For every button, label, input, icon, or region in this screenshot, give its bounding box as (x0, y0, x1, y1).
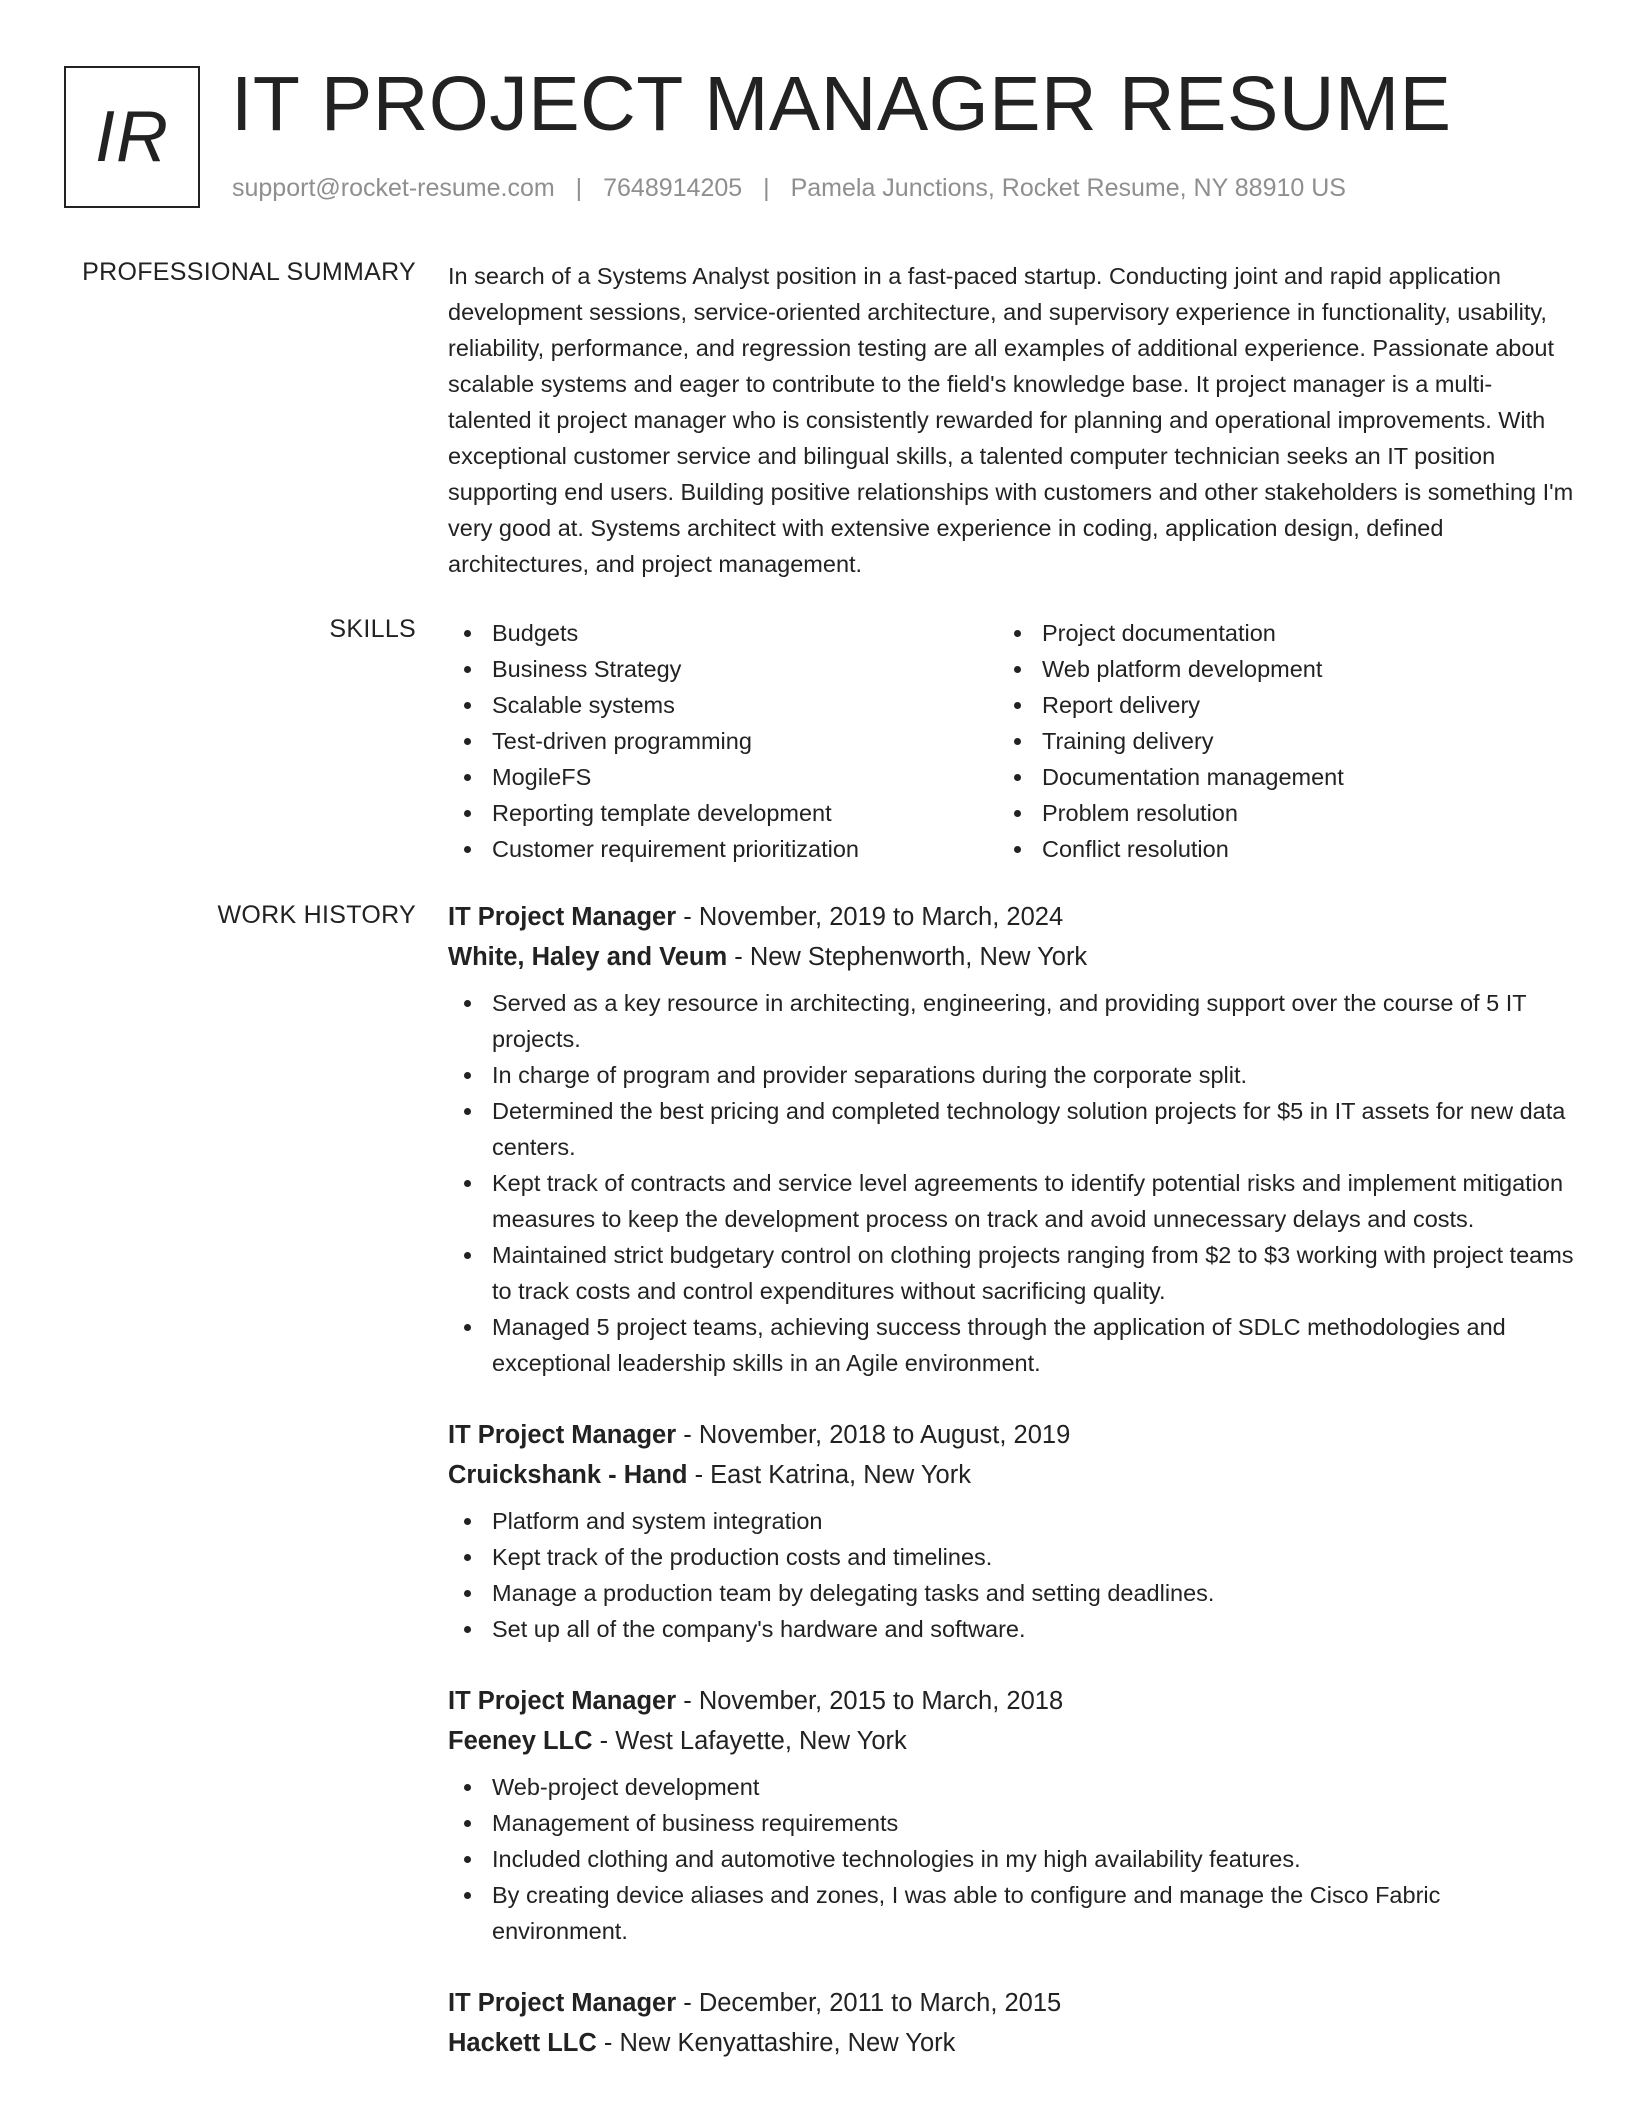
job-bullet: Manage a production team by delegating tasks and setting deadlines. (448, 1575, 1574, 1611)
work-history-body (448, 897, 1574, 2091)
skill-item: Test-driven programming (448, 723, 998, 759)
job-company-line: White, Haley and Veum - New Stephenworth, New York (448, 943, 1088, 971)
skills-list-left (448, 615, 998, 867)
summary-text: In search of a Systems Analyst position in a fast-paced startup. Conducting joint and rapid application development sessions, service-oriented architecture, and supervisory experience in functionality, usability, reliability, performance, and regression testing are all examples of additional experience. Passionate about scalable systems and eager to contribute to the field's knowledge base. It project manager is a multi-talented it project manager who is consistently rewarded for planning and operational improvements. With exceptional customer service and bilingual skills, a talented computer technician seeks an IT position supporting end users. Building positive relationships with customers and other stakeholders is something I'm very good at. Systems architect with extensive experience in coding, application design, defined architectures, and project management. (448, 263, 1574, 577)
job-bullet: Served as a key resource in architecting, engineering, and providing support over the course of 5 IT projects. (448, 985, 1574, 1057)
job-company: Cruickshank - Hand (448, 1461, 688, 1489)
summary-label: PROFESSIONAL SUMMARY (82, 258, 416, 286)
job-title-line: IT Project Manager - November, 2018 to August, 2019 (448, 1421, 1071, 1449)
job-dates: November, 2018 to August, 2019 (698, 1421, 1071, 1449)
contact-separator: | (575, 174, 583, 202)
skills-columns (448, 615, 1574, 867)
skill-item: Documentation management (998, 759, 1548, 795)
job-location: New Stephenworth, New York (749, 943, 1088, 971)
job-location: West Lafayette, New York (615, 1727, 907, 1755)
skill-item: Report delivery (998, 687, 1548, 723)
job-entry (448, 897, 1574, 1381)
skill-item: Customer requirement prioritization (448, 831, 998, 867)
job-bullets (448, 985, 1574, 1381)
skill-item: MogileFS (448, 759, 998, 795)
job-company-line: Cruickshank - Hand - East Katrina, New York (448, 1461, 971, 1489)
job-dates: November, 2019 to March, 2024 (698, 903, 1064, 931)
job-company: White, Haley and Veum (448, 943, 728, 971)
job-title: IT Project Manager (448, 1421, 677, 1449)
contact-email: support@rocket-resume.com (232, 174, 555, 202)
job-entry (448, 1681, 1574, 1949)
job-entry (448, 1415, 1574, 1647)
job-dates: December, 2011 to March, 2015 (698, 1989, 1062, 2017)
job-bullet: Platform and system integration (448, 1503, 1574, 1539)
job-bullets (448, 1503, 1574, 1647)
job-company: Hackett LLC (448, 2029, 597, 2057)
job-bullet: By creating device aliases and zones, I was able to configure and manage the Cisco Fabric environment. (448, 1877, 1574, 1949)
job-title: IT Project Manager (448, 903, 677, 931)
skill-item: Conflict resolution (998, 831, 1548, 867)
summary-body (448, 258, 1574, 582)
contact-line (232, 174, 1346, 203)
job-company: Feeney LLC (448, 1727, 593, 1755)
job-bullet: Included clothing and automotive technologies in my high availability features. (448, 1841, 1574, 1877)
contact-separator: | (763, 174, 770, 202)
job-location: New Kenyattashire, New York (619, 2029, 956, 2057)
job-dates: November, 2015 to March, 2018 (698, 1687, 1064, 1715)
skill-item: Web platform development (998, 651, 1548, 687)
job-company-line: Feeney LLC - West Lafayette, New York (448, 1727, 907, 1755)
contact-phone: 7648914205 (603, 174, 743, 202)
job-bullet: Kept track of the production costs and timelines. (448, 1539, 1574, 1575)
job-title: IT Project Manager (448, 1687, 677, 1715)
skill-item: Training delivery (998, 723, 1548, 759)
skill-item: Project documentation (998, 615, 1548, 651)
work-history-label: WORK HISTORY (217, 901, 416, 929)
job-bullets (448, 1769, 1574, 1949)
monogram-logo: IR (64, 66, 200, 208)
resume-title: IT PROJECT MANAGER RESUME (231, 61, 1452, 147)
skills-list-right (998, 615, 1548, 867)
job-bullet: Maintained strict budgetary control on clothing projects ranging from $2 to $3 working with project teams to track costs and control expenditures without sacrificing quality. (448, 1237, 1574, 1309)
job-title-line: IT Project Manager - December, 2011 to March, 2015 (448, 1989, 1062, 2017)
job-title-line: IT Project Manager - November, 2019 to March, 2024 (448, 903, 1064, 931)
skill-item: Scalable systems (448, 687, 998, 723)
contact-address: Pamela Junctions, Rocket Resume, NY 88910 US (790, 174, 1346, 202)
skills-body (448, 615, 1574, 867)
job-bullet: Set up all of the company's hardware and software. (448, 1611, 1574, 1647)
skill-item: Budgets (448, 615, 998, 651)
job-bullet: In charge of program and provider separations during the corporate split. (448, 1057, 1574, 1093)
job-title-line: IT Project Manager - November, 2015 to March, 2018 (448, 1687, 1064, 1715)
job-bullet: Web-project development (448, 1769, 1574, 1805)
job-bullet: Kept track of contracts and service level agreements to identify potential risks and implement mitigation measures to keep the development process on track and avoid unnecessary delays and costs. (448, 1165, 1574, 1237)
skill-item: Business Strategy (448, 651, 998, 687)
job-bullet: Management of business requirements (448, 1805, 1574, 1841)
job-title: IT Project Manager (448, 1989, 677, 2017)
job-bullet: Determined the best pricing and completed technology solution projects for $5 in IT assets for new data centers. (448, 1093, 1574, 1165)
skill-item: Problem resolution (998, 795, 1548, 831)
resume-header (64, 61, 1564, 214)
job-entry (448, 1983, 1574, 2063)
job-company-line: Hackett LLC - New Kenyattashire, New York (448, 2029, 956, 2057)
skill-item: Reporting template development (448, 795, 998, 831)
skills-label: SKILLS (329, 615, 416, 643)
job-location: East Katrina, New York (710, 1461, 971, 1489)
job-bullet: Managed 5 project teams, achieving success through the application of SDLC methodologies and exceptional leadership skills in an Agile environment. (448, 1309, 1574, 1381)
